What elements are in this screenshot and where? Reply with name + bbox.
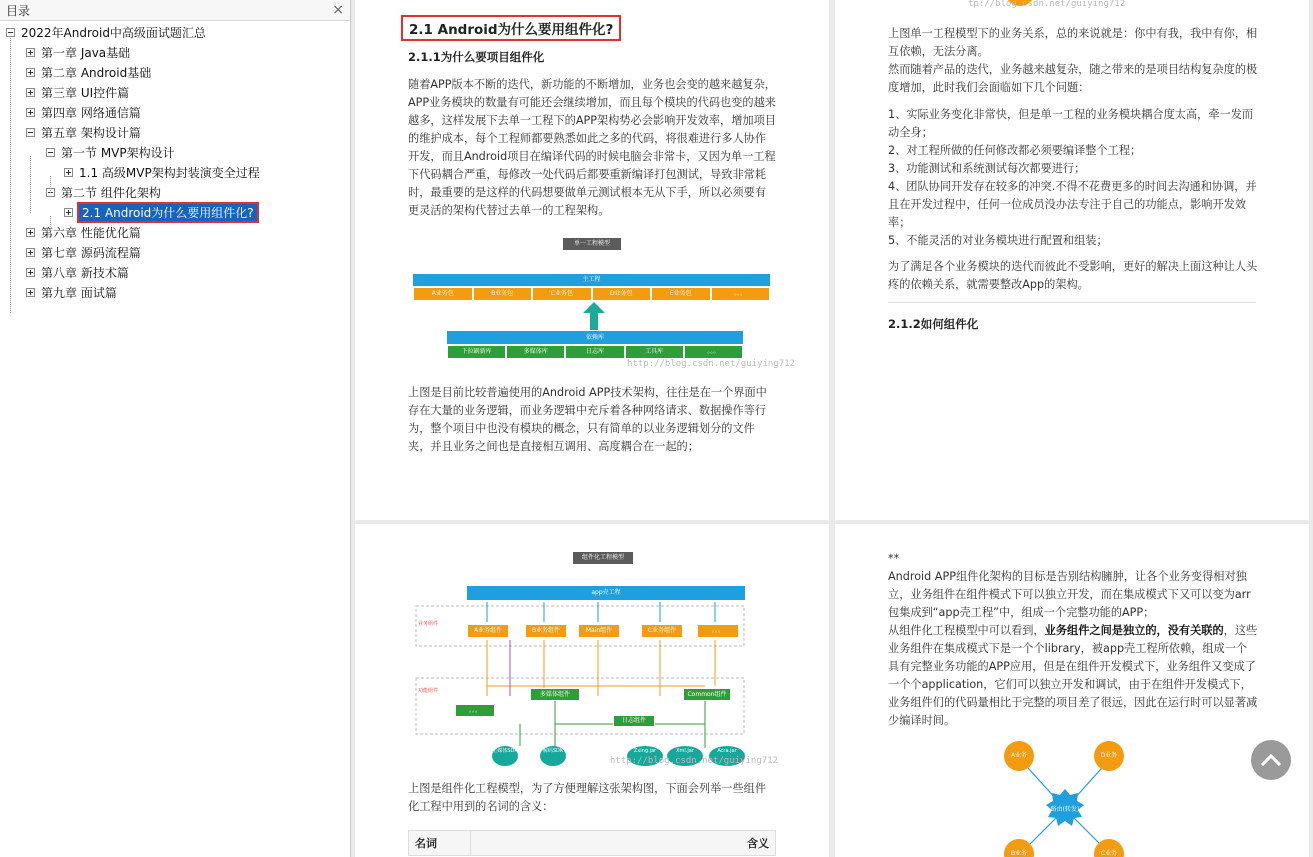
list-item: 5、不能灵活的对业务模块进行配置和组装； bbox=[888, 234, 1108, 247]
module-box: C业务包 bbox=[532, 287, 592, 301]
library-box: 多媒体库 bbox=[506, 345, 565, 359]
toc-item-label: 2022年Android中高级面试题汇总 bbox=[21, 25, 206, 40]
business-node: B业务 bbox=[1004, 839, 1034, 857]
expand-icon[interactable] bbox=[26, 248, 35, 257]
toc-item-label: 第二节 组件化架构 bbox=[61, 185, 161, 200]
list-item: 1、实际业务变化非常快，但是单一工程的业务模块耦合度太高，牵一发而动全身； bbox=[888, 108, 1254, 139]
toc-item[interactable] bbox=[26, 283, 117, 301]
tree-guide-line bbox=[30, 156, 31, 213]
business-node: A业务 bbox=[1004, 741, 1034, 771]
toc-item-label: 1.1 高级MVP架构封装演变全过程 bbox=[79, 165, 260, 180]
toc-item-label: 第四章 网络通信篇 bbox=[41, 105, 141, 120]
toc-item-label: 第三章 UI控件篇 bbox=[41, 85, 130, 100]
watermark: http://blog.csdn.net/guiying712 bbox=[610, 756, 778, 766]
page-1 bbox=[355, 0, 829, 520]
toc-item-label: 第五章 架构设计篇 bbox=[41, 125, 141, 140]
business-component: C业务组件 bbox=[641, 624, 683, 638]
toc-item[interactable] bbox=[26, 123, 141, 141]
diagram-title: 单一工程模型 bbox=[563, 238, 621, 250]
expand-icon[interactable] bbox=[26, 228, 35, 237]
router-diagram bbox=[1000, 739, 1130, 857]
tree-guide-line bbox=[50, 176, 51, 193]
expand-icon[interactable] bbox=[26, 88, 35, 97]
toc-item[interactable] bbox=[64, 203, 257, 221]
text-span: ，这些业务组件在集成模式下是一个个library，被app壳工程所依赖，组成一个具有完整业务功能的APP应用，但是在组件开发模式下，业务组件又变成了一个个application，它们可以独立开发和调试，由于在组件开发模式下，业务组件们的代码量相比于完整的项目差了很远，因此在运行时可以显著减少编译时间。 bbox=[888, 624, 1258, 727]
text-span: 从组件化工程模型中可以看到， bbox=[888, 624, 1045, 637]
toc-item[interactable] bbox=[46, 183, 161, 201]
toc-item-label: 第九章 面试篇 bbox=[41, 285, 117, 300]
toc-tree bbox=[0, 21, 350, 300]
subheading-1: 2.1.1为什么要项目组件化 bbox=[408, 50, 545, 64]
business-label: 业务组件 bbox=[418, 621, 439, 627]
business-node: C业务 bbox=[1094, 839, 1124, 857]
toc-item[interactable] bbox=[26, 83, 129, 101]
toc-item-label: 第七章 源码流程篇 bbox=[41, 245, 141, 260]
sdk-node: Xml.jar bbox=[667, 746, 703, 766]
toc-item[interactable] bbox=[6, 23, 206, 41]
business-node: D业务 bbox=[1094, 741, 1124, 771]
table-header: 名词 bbox=[409, 831, 471, 856]
paragraph: Android APP组件化架构的目标是告别结构臃肿，让各个业务变得相对独立，业务组件在组件模式下可以独立开发，而在集成模式下又可以变为arr包集成到“app壳工程”中，组成一个完整功能的APP； bbox=[888, 570, 1251, 619]
toc-item[interactable] bbox=[26, 223, 141, 241]
paragraph: 为了满足各个业务模块的迭代而彼此不受影响，更好的解决上面这种让人头疼的依赖关系，就需要整改App的架构。 bbox=[888, 260, 1258, 291]
sdk-node: Zxing.jar bbox=[627, 746, 663, 766]
expand-icon[interactable] bbox=[26, 68, 35, 77]
tree-guide-line bbox=[50, 216, 51, 233]
module-box: A业务包 bbox=[413, 287, 473, 301]
diagram-title: 组件化工程模型 bbox=[573, 552, 633, 564]
page-2 bbox=[835, 0, 1309, 520]
toc-item[interactable] bbox=[26, 243, 141, 261]
paragraph: 上图是目前比较普遍使用的Android APP技术架构，往往是在一个界面中存在大量的业务逻辑，而业务逻辑中充斥着各种网络请求、数据操作等行为，整个项目中也没有模块的概念，只有简单的以业务逻辑划分的文件夹，并且业务之间也是直接相互调用、高度耦合在一起的； bbox=[408, 386, 767, 453]
watermark: http://blog.csdn.net/guiying712 bbox=[627, 359, 795, 369]
tree-guide-line bbox=[10, 36, 11, 313]
stars-text: ** bbox=[888, 552, 900, 565]
library-box: 。。。 bbox=[684, 345, 743, 359]
expand-icon[interactable] bbox=[26, 268, 35, 277]
watermark: tp://blog.csdn.net/guiying712 bbox=[968, 0, 1126, 9]
sdk-node: Acra.jar bbox=[709, 746, 745, 766]
toc-item[interactable] bbox=[64, 163, 260, 181]
section-heading: 2.1 Android为什么要用组件化? bbox=[401, 15, 621, 41]
list-item: 4、团队协同开发存在较多的冲突.不得不花费更多的时间去沟通和协调，并且在开发过程中，任何一位成员没办法专注于自己的功能点，影响开发效率； bbox=[888, 180, 1257, 229]
toc-item[interactable] bbox=[26, 43, 130, 61]
sdk-node: 解码SDK bbox=[540, 746, 566, 766]
list-item: 3、功能测试和系统测试每次都要进行； bbox=[888, 162, 1086, 175]
paragraph: 随着APP版本不断的迭代，新功能的不断增加，业务也会变的越来越复杂，APP业务模块的数量有可能还会继续增加，而且每个模块的代码也变的越来越多，这样发展下去单一工程下的APP架构势必会影响开发效率，增加项目的维护成本，每个工程师都要熟悉如此之多的代码，将很难进行多人协作开发，而且Android项目在编译代码的时候电脑会非常卡，又因为单一工程下代码耦合严重，每修改一处代码后都要重新编译打包测试，导致非常耗时，最重要的是这样的代码想要做单元测试根本无从下手，所以必须要有更灵活的架构代替过去单一的工程架构。 bbox=[408, 78, 776, 217]
page-4 bbox=[835, 524, 1309, 857]
component-diagram bbox=[415, 576, 778, 771]
expand-icon[interactable] bbox=[26, 108, 35, 117]
toc-item-label: 第一节 MVP架构设计 bbox=[61, 145, 175, 160]
collapse-icon[interactable] bbox=[46, 148, 55, 157]
issue-list bbox=[888, 106, 1258, 250]
toc-item[interactable] bbox=[26, 263, 129, 281]
business-component: 。。。 bbox=[697, 624, 739, 638]
business-component: Main组件 bbox=[578, 624, 620, 638]
library-box: 日志库 bbox=[565, 345, 624, 359]
list-item: 2、对工程所做的任何修改都必须要编译整个工程； bbox=[888, 144, 1142, 157]
toc-item-label: 第二章 Android基础 bbox=[41, 65, 152, 80]
common-component: Common组件 bbox=[683, 688, 731, 701]
log-component: 日志组件 bbox=[613, 715, 655, 727]
paragraph: 然而随着产品的迭代，业务越来越复杂，随之带来的是项目结构复杂度的极度增加，此时我们会面临如下几个问题： bbox=[888, 63, 1258, 94]
sdk-node: 主媒体SDK bbox=[492, 746, 518, 766]
close-icon[interactable]: × bbox=[332, 2, 344, 18]
toc-sidebar bbox=[0, 0, 351, 857]
toc-item-label: 第六章 性能优化篇 bbox=[41, 225, 141, 240]
business-component: B业务组件 bbox=[525, 624, 567, 638]
chevron-up-icon bbox=[1260, 753, 1282, 767]
table-header: 含义 bbox=[471, 831, 776, 856]
arrow-up-icon bbox=[583, 302, 605, 330]
module-box: 。。。 bbox=[711, 287, 771, 301]
paragraph: 上图单一工程模型下的业务关系，总的来说就是：你中有我，我中有你，相互依赖，无法分离。 bbox=[888, 27, 1258, 58]
module-box: E业务包 bbox=[651, 287, 711, 301]
main-project-box: 主工程 bbox=[413, 274, 770, 286]
toc-header bbox=[0, 0, 350, 21]
toc-item-label: 2.1 Android为什么要用组件化? bbox=[79, 204, 257, 221]
table-header-row bbox=[409, 831, 776, 856]
expand-icon[interactable] bbox=[64, 208, 73, 217]
media-component: 多媒体组件 bbox=[530, 688, 580, 701]
more-component: 。。。 bbox=[455, 704, 495, 717]
diagram-connectors bbox=[415, 576, 745, 771]
terms-table bbox=[408, 830, 776, 856]
toc-title: 目录 bbox=[6, 3, 31, 18]
divider bbox=[888, 302, 1256, 303]
shell-project-box: app壳工程 bbox=[467, 586, 745, 600]
paragraph: 上图是组件化工程模型，为了方便理解这张架构图，下面会列举一些组件化工程中用到的名词的含义： bbox=[408, 782, 767, 813]
paragraph bbox=[888, 622, 1258, 730]
dependency-box: 依赖库 bbox=[447, 331, 743, 344]
module-box: B业务包 bbox=[473, 287, 533, 301]
function-label: 功能组件 bbox=[418, 688, 439, 694]
scroll-top-button[interactable] bbox=[1251, 740, 1291, 780]
expand-icon[interactable] bbox=[26, 288, 35, 297]
module-box: D业务包 bbox=[592, 287, 652, 301]
expand-icon[interactable] bbox=[64, 168, 73, 177]
toc-item-label: 第八章 新技术篇 bbox=[41, 265, 129, 280]
toc-item-label: 第一章 Java基础 bbox=[41, 45, 131, 60]
router-label: 路由(转发) bbox=[1050, 806, 1080, 813]
bold-span: 业务组件之间是独立的，没有关联的 bbox=[1044, 624, 1224, 637]
expand-icon[interactable] bbox=[26, 48, 35, 57]
collapse-icon[interactable] bbox=[26, 128, 35, 137]
page-3 bbox=[355, 524, 829, 857]
toc-item[interactable] bbox=[46, 143, 175, 161]
toc-item[interactable] bbox=[26, 63, 151, 81]
subheading-2: 2.1.2如何组件化 bbox=[888, 317, 979, 331]
business-component: A业务组件 bbox=[467, 624, 509, 638]
library-box: 工具库 bbox=[625, 345, 684, 359]
library-box: 下拉刷新库 bbox=[447, 345, 506, 359]
toc-item[interactable] bbox=[26, 103, 141, 121]
